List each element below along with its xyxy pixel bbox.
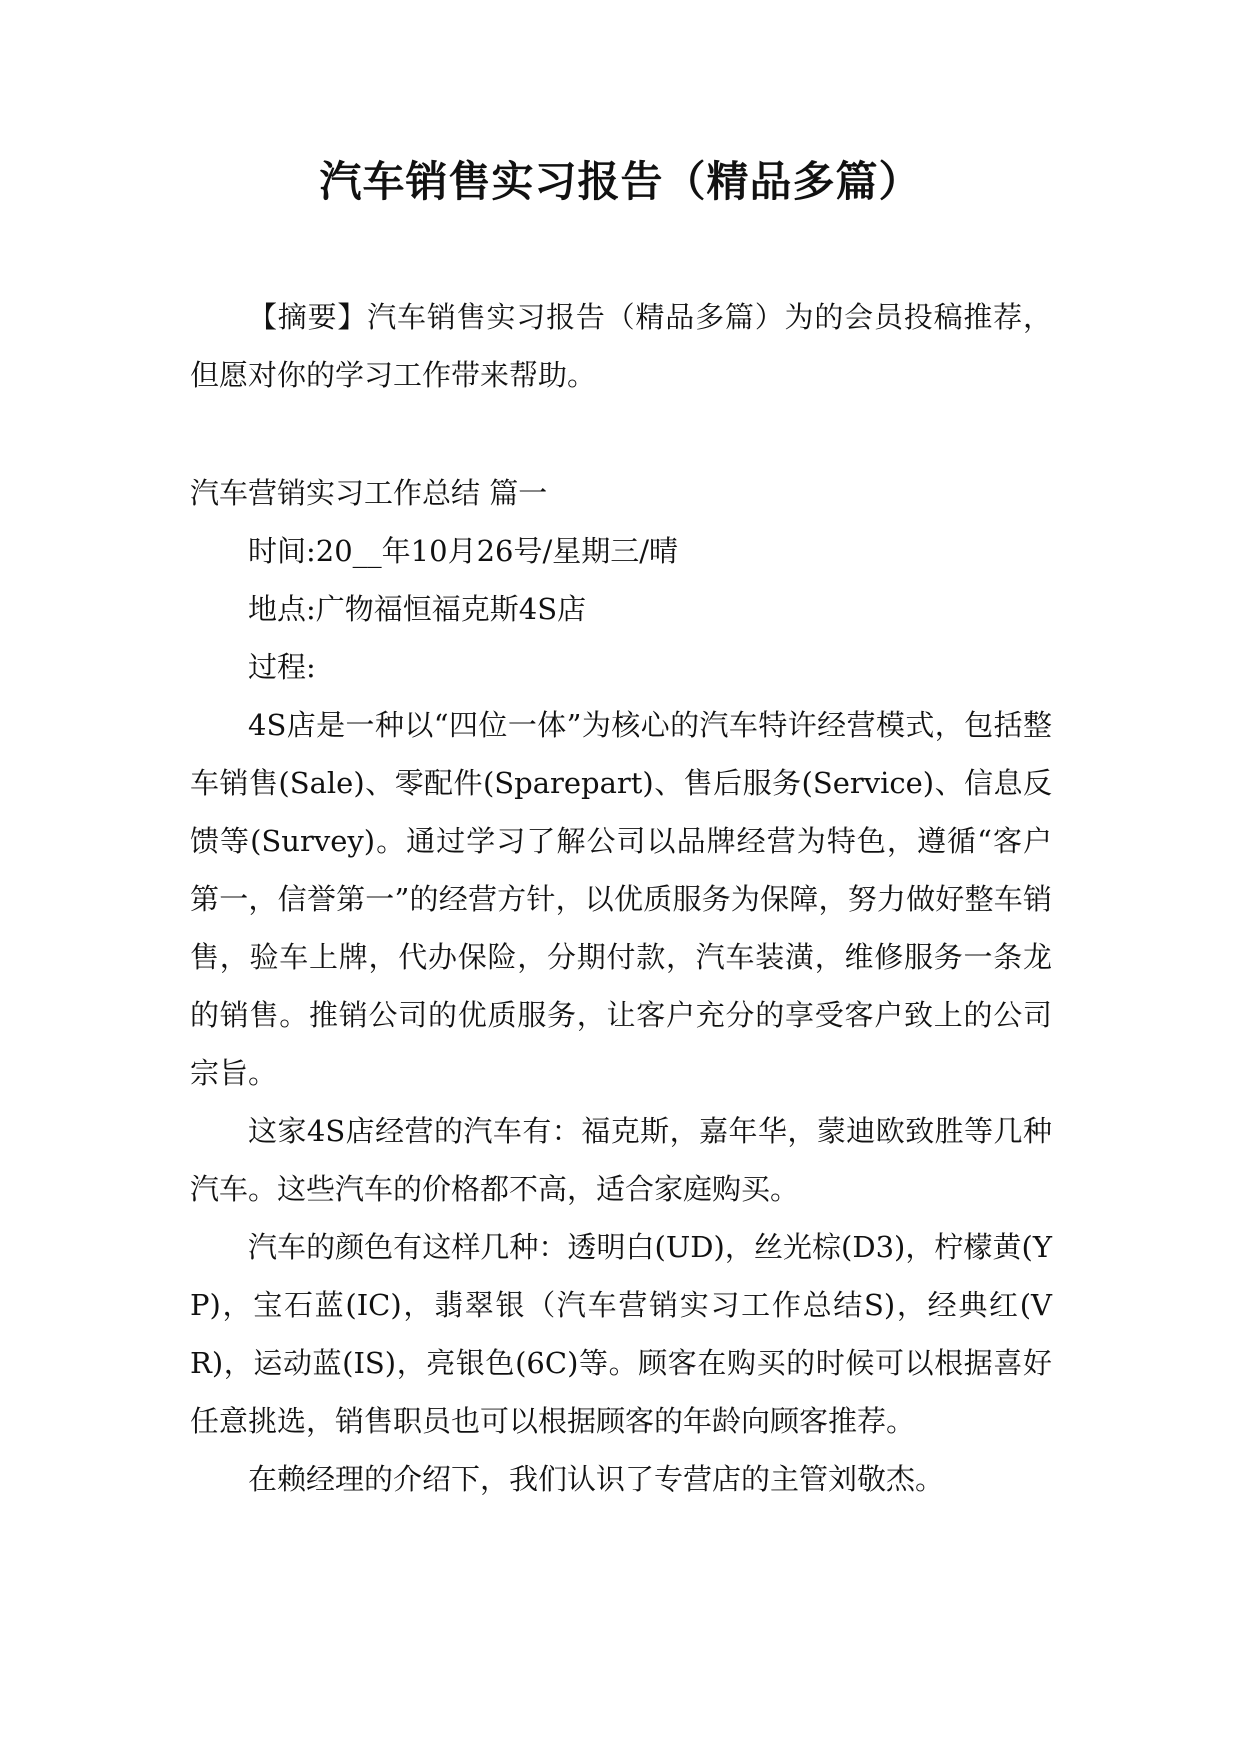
paragraph-models: 这家4S店经营的汽车有：福克斯，嘉年华，蒙迪欧致胜等几种汽车。这些汽车的价格都不高，适合家庭购买。 — [190, 1114, 1052, 1206]
paragraph-4s-intro: 4S店是一种以“四位一体”为核心的汽车特许经营模式，包括整车销售(Sale)、零配件(Sparepart)、售后服务(Service)、信息反馈等(Survey)。通过学习了解公司以品牌经营为特色，遵循“客户第一，信誉第一”的经营方针，以优质服务为保障，努力做好整车销售，验车上牌，代办保险，分期付款，汽车装潢，维修服务一条龙的销售。推销公司的优质服务，让客户充分的享受客户致上的公司宗旨。 — [190, 708, 1052, 1090]
abstract-paragraph: 【摘要】汽车销售实习报告（精品多篇）为的会员投稿推荐，但愿对你的学习工作带来帮助。 — [190, 300, 1052, 392]
paragraph-colors: 汽车的颜色有这样几种：透明白(UD)，丝光棕(D3)，柠檬黄(YP)，宝石蓝(IC)，翡翠银（汽车营销实习工作总结S)，经典红(VR)，运动蓝(IS)，亮银色(6C)等。顾客在购买的时候可以根据喜好任意挑选，销售职员也可以根据顾客的年龄向顾客推荐。 — [190, 1230, 1052, 1438]
process-label: 过程: — [248, 650, 316, 684]
paragraph-manager: 在赖经理的介绍下，我们认识了专营店的主管刘敬杰。 — [248, 1462, 945, 1496]
section-heading: 汽车营销实习工作总结 篇一 — [190, 476, 548, 510]
time-line: 时间:20__年10月26号/星期三/晴 — [248, 534, 679, 568]
place-line: 地点:广物福恒福克斯4S店 — [248, 592, 587, 626]
document-body — [190, 288, 1052, 1508]
document-title: 汽车销售实习报告（精品多篇） — [319, 157, 922, 206]
